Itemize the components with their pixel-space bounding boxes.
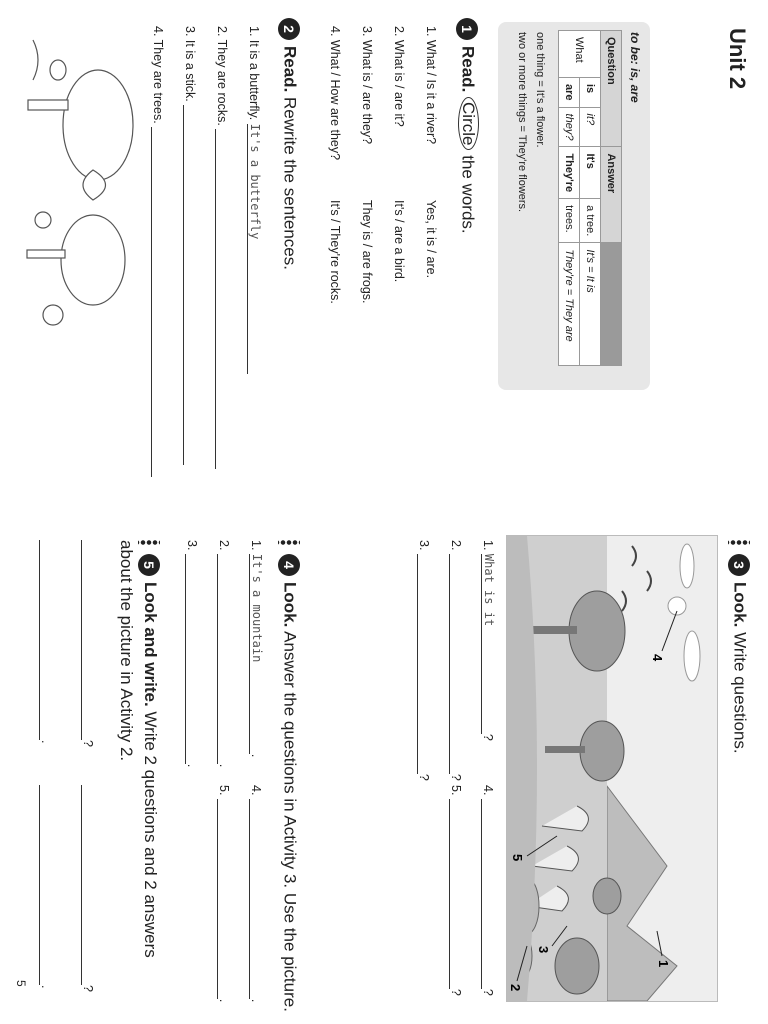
question-mark: ? [449,773,463,781]
item-number: 2. [217,540,231,551]
grammar-header-question: Question [601,31,622,147]
activity5-row [39,785,54,988]
butterfly-garden-illustration [23,30,153,340]
activity4-answer-line[interactable] [217,799,232,999]
activity1-answer: It's / They're rocks. [328,200,342,304]
activity1-number: 1 [456,18,478,40]
activity1-answer: Yes, it is / are. [424,200,438,279]
activity4-heading [278,540,300,1012]
grammar-cell: They're [559,147,580,199]
activity1-question: 3. What is / are they? [360,26,374,145]
activity1-answer: It's / are a bird. [392,200,406,283]
period-mark: . [217,998,231,1003]
activity2-number: 2 [278,18,300,40]
flower-icon [43,305,63,325]
activity3-answer-line[interactable] [417,554,432,774]
activity3-answer-line[interactable] [449,799,464,989]
activity5-title: Look and write. [141,582,160,707]
activity2-sentence: 3. It is a stick. [183,26,197,102]
item-number: 1. [481,540,495,551]
grammar-cell: a tree. [580,199,601,243]
activity3-heading [728,540,750,754]
grammar-cell: they? [559,107,580,147]
dots-icon [728,540,750,550]
activity1-question: 1. What / Is it a river? [424,26,438,145]
activity1-heading [456,18,478,234]
activity2-item [183,26,198,465]
activity2-item [215,26,230,469]
tree-icon [555,938,599,994]
grammar-note-one: one thing = It's a flower. [534,32,546,148]
grammar-title: to be: is, are [628,32,642,103]
activity4-number: 4 [278,554,300,576]
activity4-answer-line[interactable] [217,554,232,764]
question-mark: ? [481,988,495,996]
activity2-item [247,26,262,374]
grammar-table [558,30,622,366]
activity4-answer-line[interactable]: It's a mountain [249,554,264,754]
tree-icon [61,215,125,305]
period-mark: . [249,753,263,758]
grammar-cell: trees. [559,199,580,243]
activity2-answer-line[interactable]: It's a butterfly [247,124,262,374]
item-number: 3. [417,540,431,551]
activity1-answer: They is / are frogs. [360,200,374,304]
grammar-box [498,22,650,390]
grammar-header-answer: Answer [601,147,622,243]
activity4-item [249,785,264,1002]
stick-icon [33,40,38,80]
item-number: 1. [249,540,263,551]
grammar-cell: are [559,78,580,108]
period-mark: . [185,763,199,768]
activity2-sentence: 2. They are rocks. [215,26,229,126]
grammar-cell: It's = It is [580,243,601,366]
item-number: 5. [449,785,463,796]
activity4-answer-line[interactable] [249,799,264,999]
question-mark: ? [417,773,431,781]
picture-label: 1 [656,960,671,968]
activity5-answer-line[interactable] [39,540,54,740]
activity2-item [151,26,166,477]
activity2-answer-line[interactable] [215,129,230,469]
activity5-row [81,540,96,747]
activity5-instruction: Write 2 questions and 2 answers about the picture in Activity 2. [117,540,160,958]
tree-trunk [27,250,65,258]
tree-trunk [28,100,68,110]
grammar-cell: It's [580,147,601,199]
tree-icon [593,878,621,914]
activity2-sentence: 4. They are trees. [151,26,165,124]
picture-label: 5 [510,854,525,862]
activity2-heading [278,18,300,270]
picture-label: 4 [650,654,665,662]
item-number: 2. [449,540,463,551]
landscape-picture [506,535,718,1002]
activity1-title: Read. [458,46,478,93]
item-number: 5. [217,785,231,796]
flower-icon [50,60,66,80]
activity4-title: Look. [280,582,300,628]
grammar-header-blank [601,243,622,366]
grammar-cell: it? [580,107,601,147]
activity1-question: 4. What / How are they? [328,26,342,161]
question-mark: ? [481,733,495,741]
flower-icon [35,212,51,228]
activity2-instruction: Rewrite the sentences. [280,97,300,270]
activity3-answer-line[interactable]: What is it [481,554,496,734]
activity4-instruction: Answer the questions in Activity 3. Use the picture. [280,631,300,1012]
tree-icon [580,721,624,781]
item-number: 4. [481,785,495,796]
activity5-heading [114,540,162,1000]
picture-label: 2 [508,984,523,992]
landscape-svg [507,536,717,1001]
activity2-answer-line[interactable] [183,105,198,465]
grammar-cell: They're = They are [559,243,580,366]
tree-trunk [545,746,585,753]
activity3-number: 3 [728,554,750,576]
activity4-item [185,540,200,767]
activity4-item [217,540,232,767]
picture-label: 3 [536,946,551,954]
grammar-cell: What [559,31,601,78]
activity1-question: 2. What is / are it? [392,26,406,127]
page-number: 5 [14,980,28,987]
grammar-note-two: two or more things = They're flowers. [516,32,528,213]
activity4-answer-line[interactable] [185,554,200,764]
activity5-question-line[interactable] [81,540,96,740]
question-mark: ? [449,988,463,996]
item-number: 3. [185,540,199,551]
activity1-circle-word: Circle [458,97,479,150]
activity3-item [417,540,432,781]
question-mark: ? [81,985,95,992]
item-number: 4. [249,785,263,796]
activity4-item [249,540,264,757]
unit-title: Unit 2 [725,28,750,90]
activity3-title: Look. [730,582,750,628]
activity3-item [481,540,496,741]
activity3-answer-line[interactable] [449,554,464,774]
period-mark: . [217,763,231,768]
activity3-instruction: Write questions. [730,632,750,754]
activity4-item [217,785,232,1002]
cloud-icon [684,631,700,681]
grammar-header-row [601,31,622,366]
period-mark: . [39,985,53,989]
activity2-title: Read. [280,46,300,93]
activity5-question-line[interactable] [81,785,96,985]
activity2-answer-line[interactable] [151,127,166,477]
activity3-item [449,785,464,996]
tree-trunk [532,626,577,634]
question-mark: ? [81,740,95,747]
cloud-icon [680,544,694,588]
activity5-answer-line[interactable] [39,785,54,985]
grammar-row [559,31,580,366]
activity3-item [449,540,464,781]
period-mark: . [39,740,53,744]
activity5-row [81,785,96,992]
grammar-row [580,31,601,366]
activity3-answer-line[interactable] [481,799,496,989]
period-mark: . [249,998,263,1003]
dots-icon [278,540,300,550]
activity5-number: 5 [138,554,160,576]
tree-icon [569,591,625,671]
activity3-item [481,785,496,996]
activity1-instruction: the words. [458,155,478,234]
dots-icon [138,540,160,550]
activity2-sentence: 1. It is a butterfly. [247,26,261,121]
activity5-row [39,540,54,743]
grammar-cell: is [580,78,601,108]
tree-icon [63,70,133,180]
